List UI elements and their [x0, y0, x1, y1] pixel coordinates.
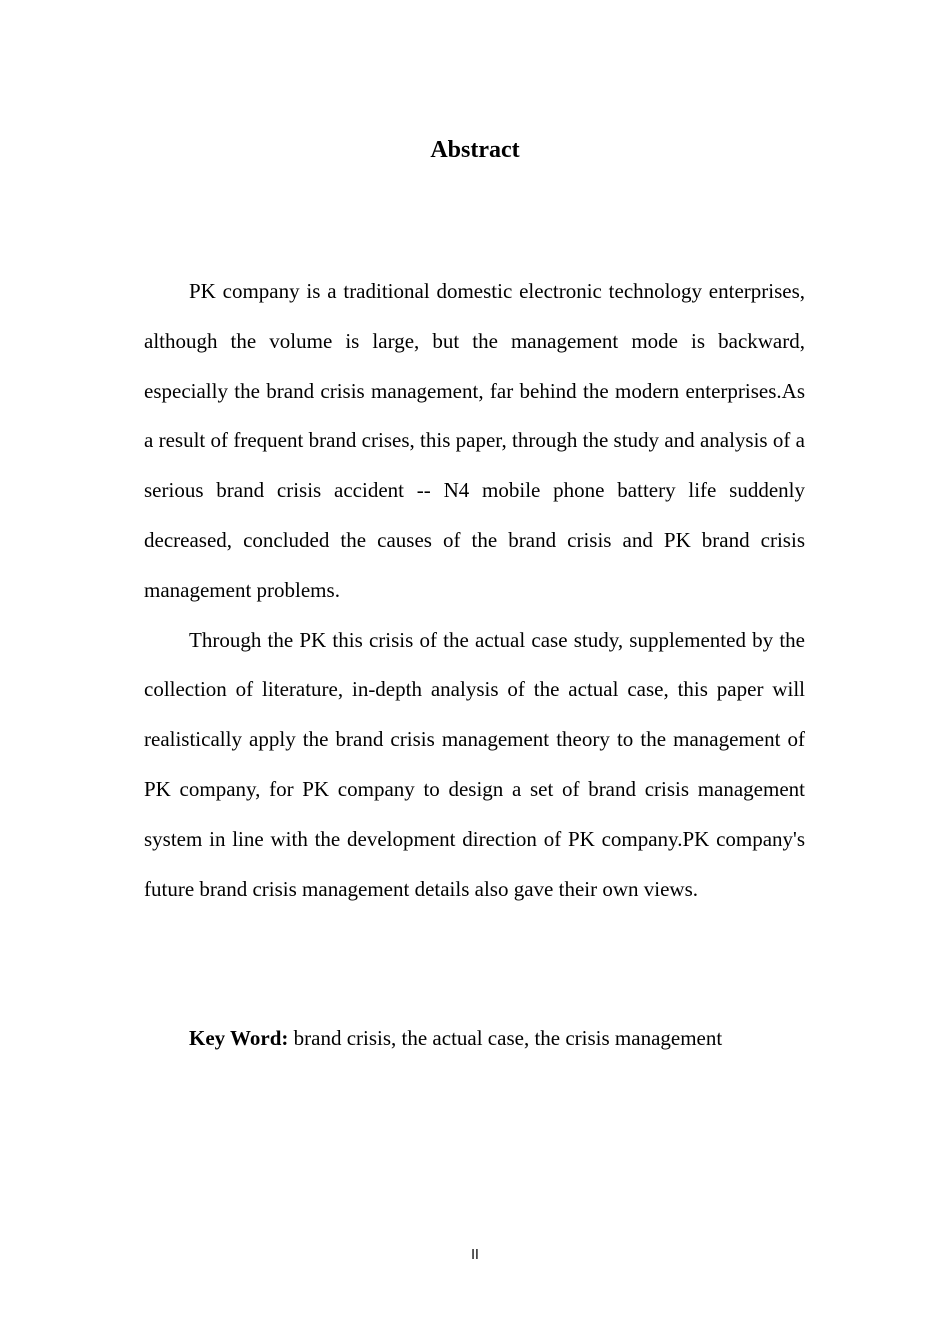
keywords-text: brand crisis, the actual case, the crisis management	[288, 1026, 723, 1050]
keywords-line	[144, 1014, 805, 1064]
keywords-label: Key Word:	[189, 1026, 289, 1050]
abstract-paragraph-2: Through the PK this crisis of the actual case study, supplemented by the collection of literature, in-depth analysis of the actual case, this paper will realistically apply the brand crisis management theory to the management of PK company, for PK company to design a set of brand crisis management system in line with the development direction of PK company.PK company's future brand crisis management details also gave their own views.	[144, 627, 805, 901]
abstract-paragraph-1: PK company is a traditional domestic electronic technology enterprises, although the volume is large, but the management mode is backward, especially the brand crisis management, far behind the modern enterprises.As a result of frequent brand crises, this paper, through the study and analysis of a serious brand crisis accident -- N4 mobile phone battery life suddenly decreased, concluded the causes of the brand crisis and PK brand crisis management problems.	[144, 279, 805, 602]
abstract-title: Abstract	[430, 137, 520, 163]
page-number: II	[471, 1248, 479, 1263]
abstract-body	[144, 267, 805, 914]
